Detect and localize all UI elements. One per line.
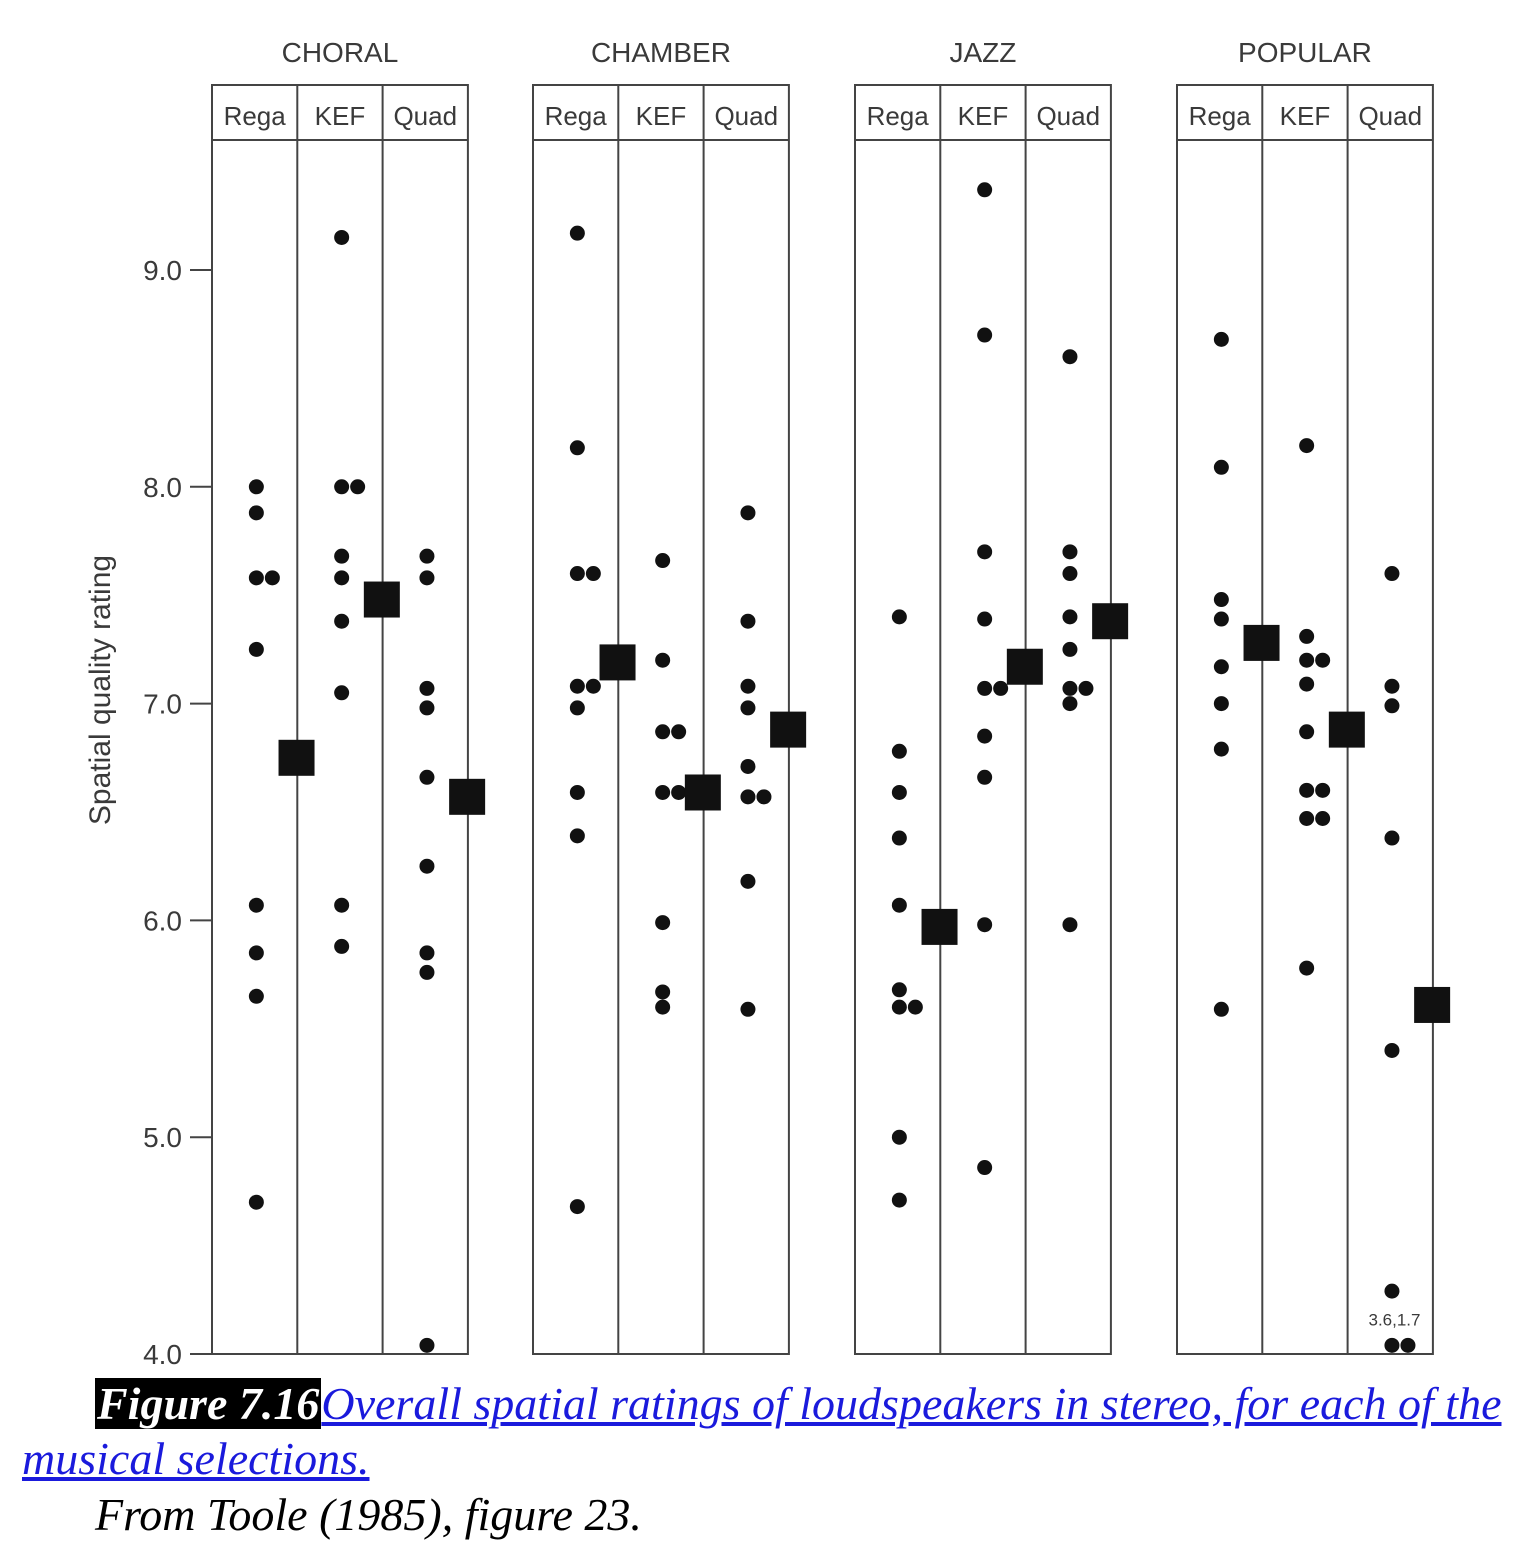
rating-dot — [740, 874, 755, 889]
rating-dot — [892, 982, 907, 997]
rating-dot — [1384, 1043, 1399, 1058]
mean-marker — [1244, 625, 1280, 661]
mean-marker — [1007, 649, 1043, 685]
rating-dot — [1299, 629, 1314, 644]
rating-dot — [419, 570, 434, 585]
rating-dot — [570, 828, 585, 843]
panel-chamber — [533, 37, 806, 1354]
rating-dot — [993, 681, 1008, 696]
rating-dot — [419, 965, 434, 980]
y-tick-label: 7.0 — [143, 688, 182, 720]
rating-dot — [740, 759, 755, 774]
rating-dot — [1062, 349, 1077, 364]
rating-dot — [334, 614, 349, 629]
column-header-rega: Rega — [223, 101, 286, 131]
rating-dot — [671, 724, 686, 739]
rating-dot — [1078, 681, 1093, 696]
rating-dot — [586, 566, 601, 581]
rating-dot — [1315, 653, 1330, 668]
column-header-kef: KEF — [957, 101, 1009, 131]
rating-dot — [570, 1199, 585, 1214]
column-header-quad: Quad — [1036, 101, 1101, 131]
panel-title: CHORAL — [281, 37, 399, 68]
rating-dot — [1299, 783, 1314, 798]
column-header-rega: Rega — [1188, 101, 1251, 131]
rating-dot — [977, 1160, 992, 1175]
y-tick-label: 4.0 — [143, 1339, 182, 1370]
panel-jazz — [855, 37, 1128, 1354]
rating-dot — [1214, 696, 1229, 711]
rating-dot — [419, 681, 434, 696]
column-header-kef: KEF — [314, 101, 366, 131]
rating-dot — [977, 770, 992, 785]
rating-dot — [419, 945, 434, 960]
rating-dot — [655, 785, 670, 800]
rating-dot — [1384, 566, 1399, 581]
rating-dot — [892, 1130, 907, 1145]
rating-dot — [740, 789, 755, 804]
rating-dot — [334, 898, 349, 913]
rating-dot — [740, 1002, 755, 1017]
rating-dot — [977, 544, 992, 559]
rating-dot — [1214, 659, 1229, 674]
rating-dot — [1315, 783, 1330, 798]
rating-dot — [419, 859, 434, 874]
rating-dot — [655, 724, 670, 739]
rating-dot — [740, 679, 755, 694]
rating-dot — [570, 440, 585, 455]
y-axis-label: Spatial quality rating — [84, 554, 117, 826]
panel-frame — [533, 85, 789, 1354]
rating-dot — [1062, 917, 1077, 932]
rating-dot — [977, 328, 992, 343]
rating-dot — [334, 479, 349, 494]
rating-dot — [892, 831, 907, 846]
rating-dot — [586, 679, 601, 694]
rating-dot — [249, 505, 264, 520]
rating-dot — [655, 915, 670, 930]
mean-marker — [1329, 712, 1365, 748]
rating-dot — [419, 549, 434, 564]
rating-dot — [334, 549, 349, 564]
rating-dot — [655, 1000, 670, 1015]
rating-dot — [1062, 681, 1077, 696]
rating-dot — [977, 917, 992, 932]
rating-dot — [1062, 544, 1077, 559]
rating-dot — [1384, 831, 1399, 846]
column-header-quad: Quad — [393, 101, 458, 131]
column-header-rega: Rega — [866, 101, 929, 131]
rating-dot — [908, 1000, 923, 1015]
rating-dot — [977, 729, 992, 744]
rating-dot — [249, 945, 264, 960]
rating-dot — [419, 1338, 434, 1353]
mean-marker — [922, 909, 958, 945]
rating-dot — [977, 612, 992, 627]
mean-marker — [1414, 987, 1450, 1023]
y-tick-label: 8.0 — [143, 471, 182, 503]
y-tick-label: 5.0 — [143, 1122, 182, 1154]
rating-dot — [1299, 811, 1314, 826]
y-tick-label: 9.0 — [143, 255, 182, 286]
rating-dot — [570, 700, 585, 715]
rating-dot — [740, 614, 755, 629]
rating-dot — [671, 785, 686, 800]
rating-dot — [249, 989, 264, 1004]
mean-marker — [449, 779, 485, 815]
rating-dot — [419, 770, 434, 785]
rating-dot — [570, 679, 585, 694]
mean-marker — [685, 774, 721, 810]
rating-dot — [249, 570, 264, 585]
rating-dot — [419, 700, 434, 715]
panel-title: POPULAR — [1238, 37, 1372, 68]
column-header-rega: Rega — [544, 101, 607, 131]
rating-dot — [892, 1193, 907, 1208]
rating-dot — [1400, 1338, 1415, 1353]
rating-dot — [1214, 1002, 1229, 1017]
rating-dot — [334, 230, 349, 245]
rating-dot — [570, 566, 585, 581]
figure-label: Figure 7.16 — [97, 1378, 320, 1429]
rating-dot — [1214, 592, 1229, 607]
rating-dot — [655, 984, 670, 999]
rating-dot — [334, 685, 349, 700]
rating-dot — [249, 1195, 264, 1210]
rating-dot — [1384, 698, 1399, 713]
rating-dot — [1062, 642, 1077, 657]
rating-dot — [1299, 677, 1314, 692]
rating-dot — [892, 609, 907, 624]
panel-frame — [212, 85, 468, 1354]
mean-marker — [600, 644, 636, 680]
rating-dot — [350, 479, 365, 494]
rating-dot — [740, 505, 755, 520]
rating-dot — [1214, 332, 1229, 347]
rating-dot — [1299, 653, 1314, 668]
rating-dot — [892, 1000, 907, 1015]
rating-dot — [1299, 961, 1314, 976]
panel-choral — [212, 37, 485, 1354]
panel-frame — [1177, 85, 1433, 1354]
column-header-kef: KEF — [1279, 101, 1331, 131]
rating-dot — [570, 226, 585, 241]
figure-source: From Toole (1985), figure 23. — [95, 1489, 642, 1540]
figure-caption — [22, 1376, 1522, 1486]
y-tick-label: 6.0 — [143, 905, 182, 937]
mean-marker — [279, 740, 315, 776]
rating-dot — [977, 681, 992, 696]
figure-title-link[interactable]: Overall spatial ratings of loudspeakers in stereo, for each of the musical selections. — [22, 1378, 1502, 1484]
off-scale-note: 3.6,1.7 — [1368, 1310, 1421, 1330]
mean-marker — [770, 712, 806, 748]
rating-dot — [1384, 1338, 1399, 1353]
rating-dot — [249, 479, 264, 494]
mean-marker — [1092, 603, 1128, 639]
rating-dot — [334, 570, 349, 585]
rating-dot — [977, 182, 992, 197]
panel-popular — [1177, 37, 1450, 1354]
column-header-quad: Quad — [714, 101, 779, 131]
rating-dot — [1214, 460, 1229, 475]
rating-dot — [1384, 679, 1399, 694]
rating-dot — [249, 642, 264, 657]
column-header-quad: Quad — [1358, 101, 1423, 131]
mean-marker — [364, 582, 400, 618]
rating-dot — [892, 744, 907, 759]
rating-dot — [655, 653, 670, 668]
rating-dot — [1315, 811, 1330, 826]
rating-dot — [570, 785, 585, 800]
rating-dot — [892, 898, 907, 913]
rating-dot — [892, 785, 907, 800]
rating-dot — [1214, 742, 1229, 757]
panel-title: CHAMBER — [590, 37, 731, 68]
rating-dot — [655, 553, 670, 568]
rating-dot — [334, 939, 349, 954]
rating-dot — [1214, 612, 1229, 627]
rating-dot — [265, 570, 280, 585]
column-header-kef: KEF — [635, 101, 687, 131]
rating-dot — [249, 898, 264, 913]
rating-dot — [1062, 696, 1077, 711]
rating-dot — [756, 789, 771, 804]
rating-dot — [740, 700, 755, 715]
rating-dot — [1299, 438, 1314, 453]
rating-dot — [1062, 566, 1077, 581]
rating-dot — [1299, 724, 1314, 739]
rating-dot — [1384, 1284, 1399, 1299]
panel-title: JAZZ — [949, 37, 1017, 68]
rating-dot — [1062, 609, 1077, 624]
